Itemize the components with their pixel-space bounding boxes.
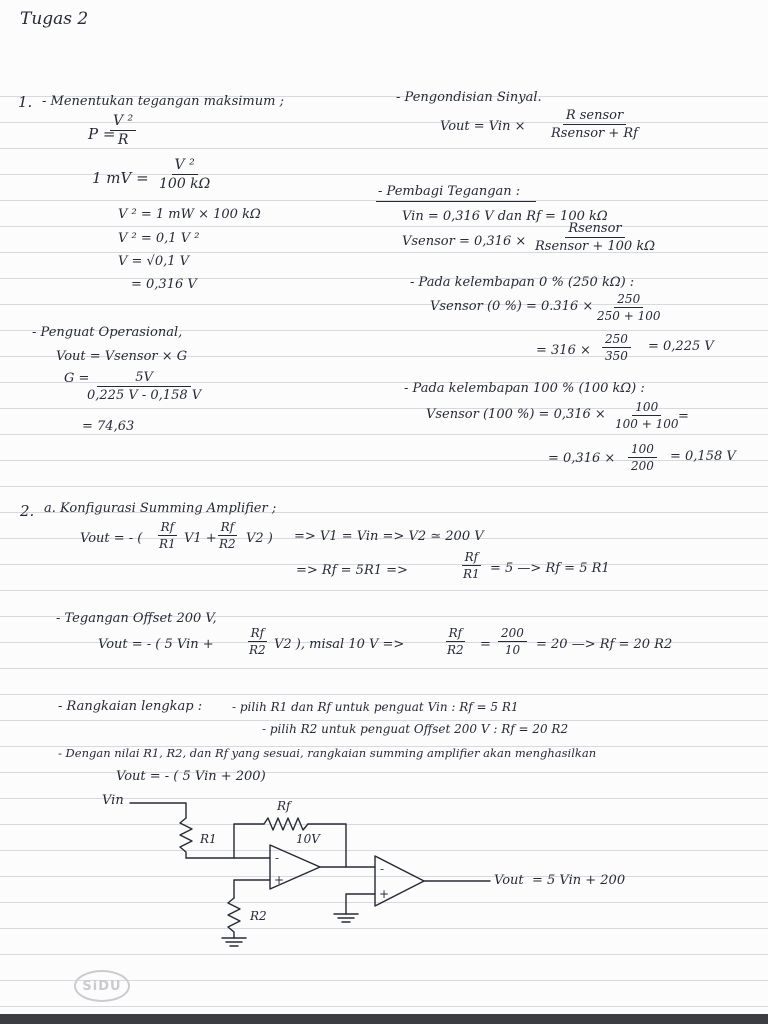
opamp-2-minus: - (380, 862, 385, 876)
divider-lhs: Vsensor = 0,316 × (402, 234, 527, 249)
substitution-numerator: V ² (172, 157, 198, 175)
case100-denominator: 100 + 100 (615, 417, 679, 431)
circuit-output-formula: = 5 Vin + 200 (532, 873, 626, 888)
offset-equals: = (480, 637, 491, 652)
divider-denominator: Rsensor + 100 kΩ (535, 239, 655, 254)
offset-numerator: Rf (248, 626, 267, 642)
case0-numerator-2: 250 (602, 332, 631, 348)
case0-title: - Pada kelembapan 0 % (250 kΩ) : (410, 275, 635, 290)
case100-numerator-2: 100 (628, 442, 657, 458)
chain-1: => V1 = Vin => V2 ≃ 200 V (294, 529, 484, 544)
case100-mid: = 0,316 × (548, 451, 616, 466)
ground-opamp-2 (334, 914, 358, 922)
conditioning-denominator: Rsensor + Rf (551, 126, 638, 141)
case100-result: = 0,158 V (670, 449, 736, 464)
ground-r2 (222, 938, 246, 946)
opamp-title: - Penguat Operasional, (32, 325, 183, 340)
summing-title: a. Konfigurasi Summing Amplifier ; (44, 501, 277, 516)
chain-2a: => Rf = 5R1 => (296, 563, 408, 578)
term2-numerator: Rf (218, 520, 237, 536)
opamp-2-plus: + (379, 887, 390, 901)
case0-lhs: Vsensor (0 %) = 0.316 × (430, 299, 594, 314)
offset-numerator-3: 200 (498, 626, 527, 642)
step-2: V ² = 0,1 V ² (118, 231, 200, 246)
case100-denominator-2: 200 (631, 459, 654, 473)
opamp-1-minus: - (275, 851, 280, 865)
conditioning-numerator: R sensor (563, 108, 626, 125)
opamp-formula: Vout = Vsensor × G (56, 349, 188, 364)
circuit-rf-label: Rf (277, 799, 291, 813)
divider-given: Vin = 0,316 V dan Rf = 100 kΩ (402, 209, 608, 224)
notebook-logo: SiDU (74, 970, 130, 1002)
gain-result: = 74,63 (82, 419, 135, 434)
divider-title: - Pembagi Tegangan : (378, 184, 521, 199)
question-1-number: 1. (18, 93, 33, 111)
offset-denominator-2: R2 (447, 643, 464, 657)
step-1: V ² = 1 mW × 100 kΩ (118, 207, 261, 222)
offset-mid: V2 ), misal 10 V => (274, 637, 405, 652)
term2-denominator: R2 (219, 537, 236, 551)
gain-lhs: G = (64, 371, 90, 386)
case100-title: - Pada kelembapan 100 % (100 kΩ) : (404, 381, 645, 396)
offset-denominator: R2 (249, 643, 266, 657)
step-4-result: = 0,316 V (131, 277, 197, 292)
full-circuit-item-1: - pilih R1 dan Rf untuk penguat Vin : Rf = 5 R1 (232, 700, 519, 714)
vout-formula-lhs: Vout = - ( (80, 531, 143, 546)
gain-denominator: 0,225 V - 0,158 V (87, 388, 202, 403)
chain-2-denominator: R1 (463, 567, 480, 581)
conclusion-text: - Dengan nilai R1, R2, dan Rf yang sesuai, rangkaian summing amplifier akan menghasilkan (58, 746, 597, 760)
conclusion-formula: Vout = - ( 5 Vin + 200) (116, 769, 266, 784)
offset-title: - Tegangan Offset 200 V, (56, 611, 217, 626)
full-circuit-title: - Rangkaian lengkap : (58, 699, 203, 714)
term2-variable: V2 ) (246, 531, 273, 546)
question-2-number: 2. (20, 502, 35, 520)
substitution-denominator: 100 kΩ (159, 176, 211, 192)
noninverting-wire (234, 880, 270, 898)
case100-numerator: 100 (632, 400, 661, 416)
offset-lhs: Vout = - ( 5 Vin + (98, 637, 214, 652)
circuit-r2-label: R2 (250, 909, 267, 923)
offset-denominator-3: 10 (504, 643, 521, 657)
case0-denominator-2: 350 (605, 349, 628, 363)
case100-equals: = (678, 409, 689, 424)
max-voltage-title: - Menentukan tegangan maksimum ; (42, 94, 284, 109)
opamp-1-plus: + (274, 873, 285, 887)
power-formula-numerator: V ² (110, 113, 136, 131)
offset-numerator-2: Rf (446, 626, 465, 642)
case100-lhs: Vsensor (100 %) = 0,316 × (426, 407, 606, 422)
circuit-source-label: 10V (296, 832, 320, 846)
page-heading: Tugas 2 (20, 9, 89, 29)
rf-resistor (264, 818, 308, 830)
chain-2-numerator: Rf (462, 550, 481, 566)
conditioning-title: - Pengondisian Sinyal. (396, 90, 542, 105)
term1-variable: V1 + (184, 531, 217, 546)
case0-denominator: 250 + 100 (597, 309, 661, 323)
case0-numerator: 250 (614, 292, 643, 308)
conditioning-lhs: Vout = Vin × (440, 119, 526, 134)
vin-wire (130, 803, 186, 818)
full-circuit-item-2: - pilih R2 untuk penguat Offset 200 V : Rf = 20 R2 (262, 722, 569, 736)
substitution-lhs: 1 mV = (92, 169, 149, 187)
circuit-output-label: Vout (494, 873, 524, 888)
divider-numerator: Rsensor (565, 221, 624, 238)
term1-numerator: Rf (158, 520, 177, 536)
opamp-2-ground-wire (346, 894, 375, 914)
case0-mid: = 316 × (536, 343, 591, 358)
r2-resistor (228, 898, 240, 938)
step-3: V = √0,1 V (118, 254, 190, 269)
circuit-r1-label: R1 (200, 832, 217, 846)
page-bottom-edge (0, 1014, 768, 1024)
feedback-left-wire (234, 824, 264, 858)
term1-denominator: R1 (159, 537, 176, 551)
r1-resistor (180, 818, 192, 858)
power-formula-denominator: R (117, 132, 129, 148)
circuit-vin-label: Vin (102, 793, 124, 808)
offset-result: = 20 —> Rf = 20 R2 (536, 637, 673, 652)
gain-numerator: 5V (97, 370, 191, 387)
case0-result: = 0,225 V (648, 339, 714, 354)
power-formula-lhs: P = (88, 125, 116, 143)
chain-2b: = 5 —> Rf = 5 R1 (490, 561, 610, 576)
